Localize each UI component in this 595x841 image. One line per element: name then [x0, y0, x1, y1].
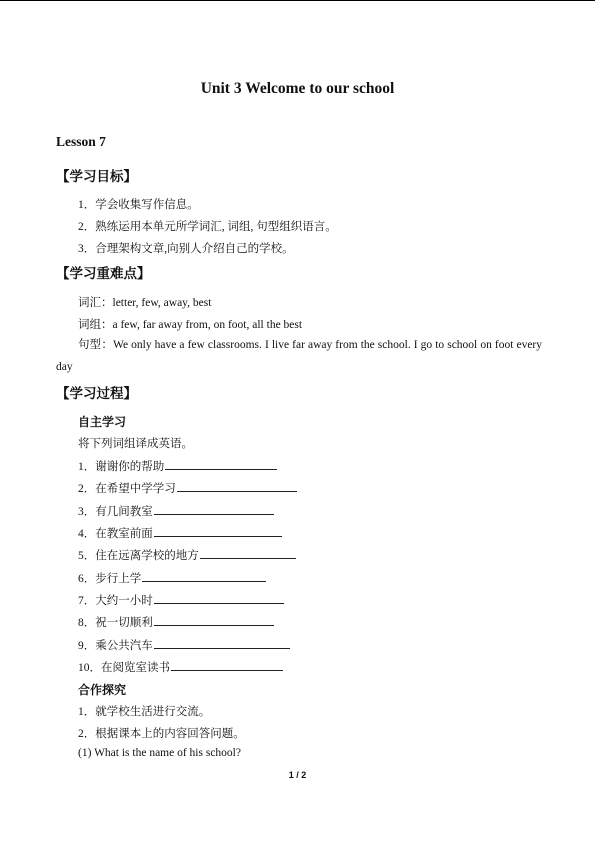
- translation-item: [78, 637, 290, 653]
- translation-prompt: 1．谢谢你的帮助: [78, 461, 165, 473]
- self-study-label: 自主学习: [78, 415, 127, 429]
- objective-item: 3．合理架构文章,向别人介绍自己的学校。: [78, 243, 294, 255]
- page-number: 1 / 2: [288, 770, 307, 780]
- translation-prompt: 2．在希望中学学习: [78, 483, 176, 495]
- translation-item: [78, 547, 296, 563]
- translation-item: [78, 614, 274, 630]
- keypoints-sentences: 句型：We only have a few classrooms. I live far away from the school. I go to school on foot every day: [56, 339, 542, 373]
- cooperation-question: (1) What is the name of his school?: [78, 747, 241, 759]
- translation-prompt: 3．有几间教室: [78, 506, 153, 518]
- cooperation-item: 2．根据课本上的内容回答问题。: [78, 728, 245, 740]
- translation-prompt: 7．大约一小时: [78, 595, 153, 607]
- translation-item: [78, 480, 297, 496]
- translation-prompt: 6．步行上学: [78, 573, 142, 585]
- answer-blank[interactable]: [154, 592, 284, 604]
- answer-blank[interactable]: [154, 637, 290, 649]
- self-study-instruction: 将下列词组译成英语。: [78, 438, 193, 450]
- lesson-label: Lesson 7: [56, 134, 106, 149]
- answer-blank[interactable]: [171, 659, 283, 671]
- keypoints-phrases: 词组：a few, far away from, on foot, all the best: [78, 319, 303, 331]
- answer-blank[interactable]: [142, 570, 266, 582]
- keypoints-heading: 【学习重难点】: [56, 266, 151, 281]
- translation-prompt: 10．在阅览室读书: [78, 662, 170, 674]
- translation-item: [78, 659, 283, 675]
- cooperation-item: 1．就学校生活进行交流。: [78, 706, 211, 718]
- translation-prompt: 4．在教室前面: [78, 528, 153, 540]
- translation-item: [78, 570, 266, 586]
- page-top-rule: [0, 0, 595, 1]
- translation-prompt: 9．乘公共汽车: [78, 640, 153, 652]
- document-title: Unit 3 Welcome to our school: [200, 80, 395, 97]
- translation-item: [78, 525, 282, 541]
- translation-prompt: 8．祝一切顺利: [78, 617, 153, 629]
- answer-blank[interactable]: [154, 503, 274, 515]
- translation-item: [78, 458, 277, 474]
- translation-prompt: 5．住在远离学校的地方: [78, 550, 199, 562]
- cooperation-label: 合作探究: [78, 683, 127, 697]
- answer-blank[interactable]: [165, 458, 277, 470]
- translation-item: [78, 592, 284, 608]
- answer-blank[interactable]: [177, 480, 297, 492]
- objective-item: 2．熟练运用本单元所学词汇, 词组, 句型组织语言。: [78, 221, 337, 233]
- objectives-heading: 【学习目标】: [56, 169, 137, 184]
- objective-item: 1．学会收集写作信息。: [78, 199, 199, 211]
- process-heading: 【学习过程】: [56, 386, 137, 401]
- answer-blank[interactable]: [154, 614, 274, 626]
- answer-blank[interactable]: [200, 547, 296, 559]
- answer-blank[interactable]: [154, 525, 282, 537]
- translation-item: [78, 503, 274, 519]
- keypoints-vocab: 词汇：letter, few, away, best: [78, 297, 212, 309]
